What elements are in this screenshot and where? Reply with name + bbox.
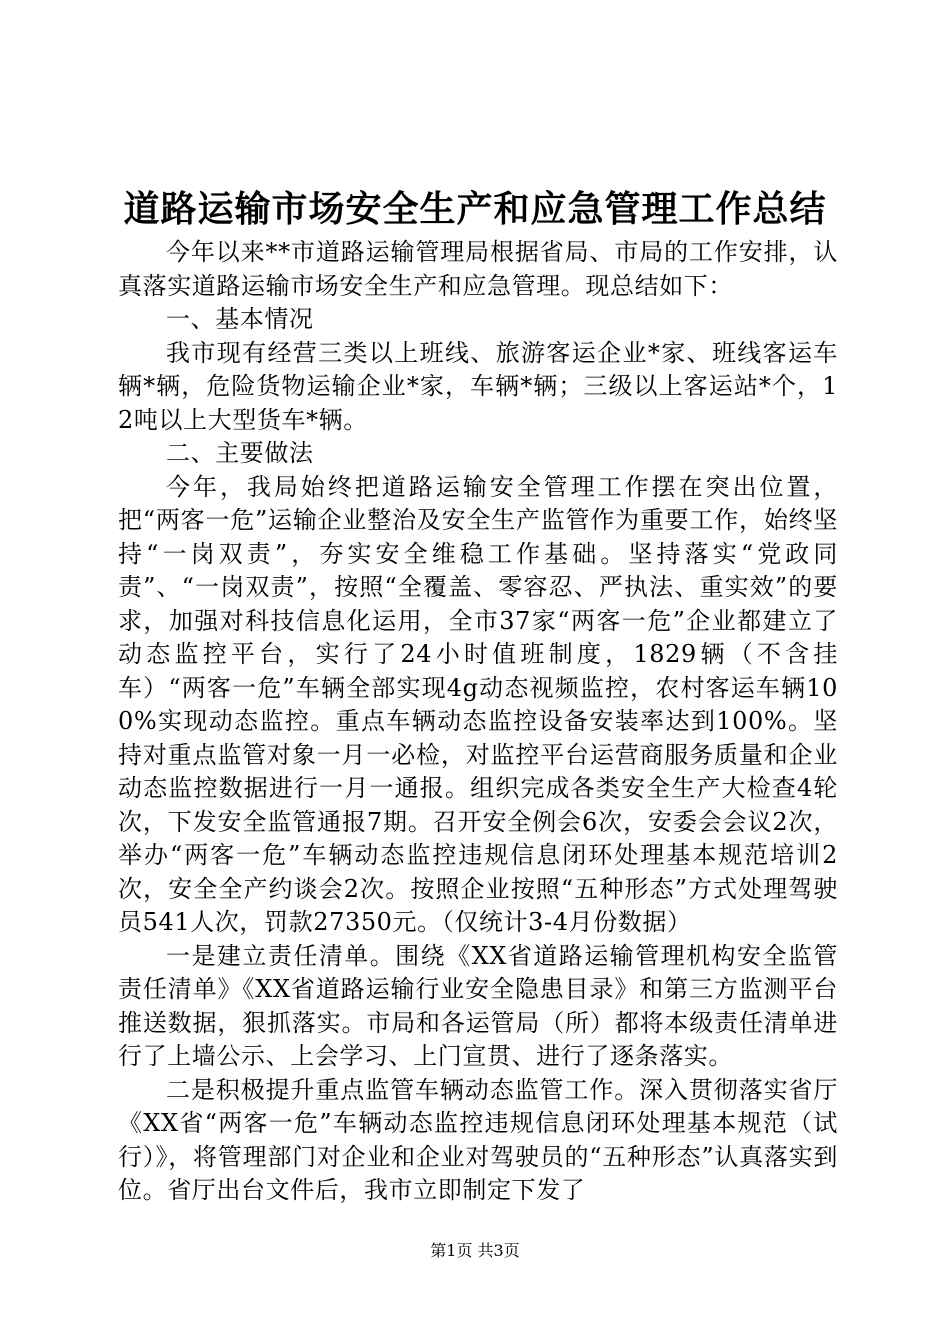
page-footer: 第1页 共3页 bbox=[430, 1241, 520, 1260]
paragraph-main-practices: 今年，我局始终把道路运输安全管理工作摆在突出位置，把“两客一危”运输企业整治及安全生产监管作为重要工作，始终坚持“一岗双责”，夯实安全维稳工作基础。坚持落实“党政同责”、“一岗双责”，按照“全覆盖、零容忍、严执法、重实效”的要求，加强对科技信息化运用，全市37家“两客一危”企业都建立了动态监控平台，实行了24小时值班制度，1829辆（不含挂车）“两客一危”车辆全部实现4g动态视频监控，农村客运车辆100%实现动态监控。重点车辆动态监控设备安装率达到100%。坚持对重点监管对象一月一必检，对监控平台运营商服务质量和企业动态监控数据进行一月一通报。组织完成各类安全生产大检查4轮次，下发安全监管通报7期。召开安全例会6次，安委会会议2次，举办“两客一危”车辆动态监控违规信息闭环处理基本规范培训2次，安全全产约谈会2次。按照企业按照“五种形态”方式处理驾驶员541人次，罚款27350元。（仅统计3-4月份数据） bbox=[118, 472, 838, 936]
section-heading-basic-situation: 一、基本情况 bbox=[166, 305, 314, 333]
section-heading-main-practices: 二、主要做法 bbox=[166, 439, 314, 467]
paragraph-dynamic-monitoring: 二是积极提升重点监管车辆动态监管工作。深入贯彻落实省厅《XX省“两客一危”车辆动态监控违规信息闭环处理基本规范（试行）》，将管理部门对企业和企业对驾驶员的“五种形态”认真落实到位。省厅出台文件后，我市立即制定下发了 bbox=[118, 1075, 838, 1204]
document-body bbox=[118, 236, 838, 1208]
paragraph-basic-situation: 我市现有经营三类以上班线、旅游客运企业*家、班线客运车辆*辆，危险货物运输企业*家，车辆*辆；三级以上客运站*个，12吨以上大型货车*辆。 bbox=[118, 338, 838, 434]
document-title: 道路运输市场安全生产和应急管理工作总结 bbox=[123, 189, 827, 230]
paragraph-responsibility-list: 一是建立责任清单。围绕《XX省道路运输管理机构安全监管责任清单》《XX省道路运输行业安全隐患目录》和第三方监测平台推送数据，狠抓落实。市局和各运管局（所）都将本级责任清单进行了上墙公示、上会学习、上门宣贯、进行了逐条落实。 bbox=[118, 941, 838, 1070]
paragraph-intro: 今年以来**市道路运输管理局根据省局、市局的工作安排，认真落实道路运输市场安全生产和应急管理。现总结如下： bbox=[118, 238, 838, 300]
